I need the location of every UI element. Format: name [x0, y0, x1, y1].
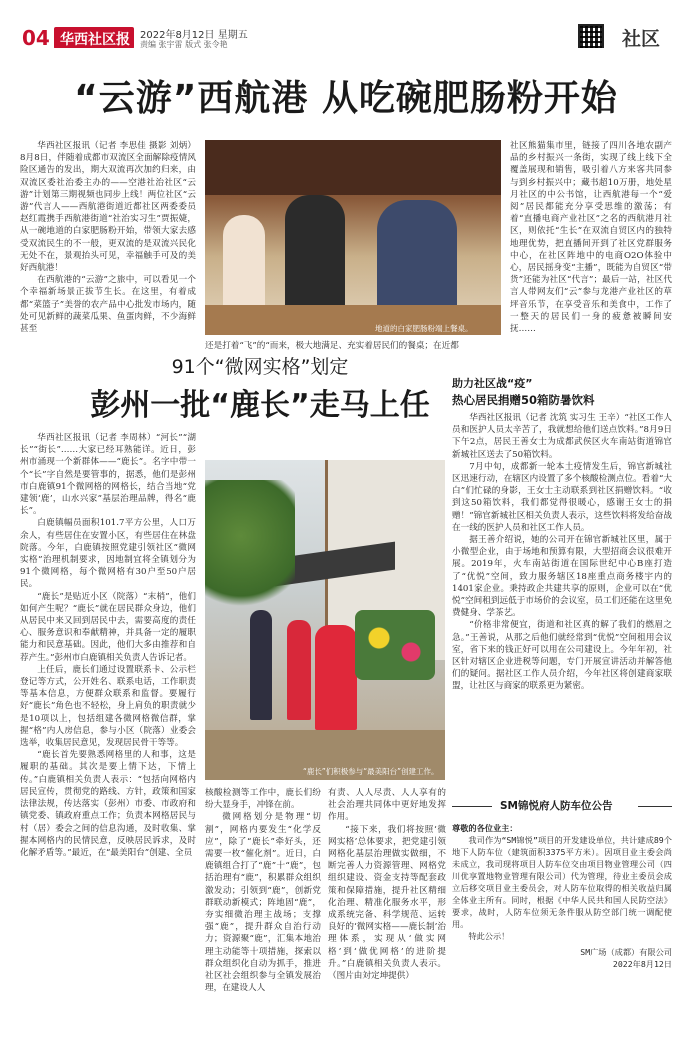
story3-kicker	[452, 372, 672, 388]
story2-paragraph: 有责、人人尽责、人人享有的社会治理共同体中更好地发挥作用。	[328, 788, 446, 823]
photo-wall-shelf	[205, 140, 501, 195]
story2-paragraph: 上任后，鹿长们通过设置联系卡、公示栏登记等方式，公开姓名、联系电话，工作职责等基本信息，方便群众联系和监督。要履行好“鹿长”角色也不轻松，身上肩负的职责就少是10项以上，包括组建各微网格微信群，掌握“格”内人房信息，参与小区（院落）业委会选举，收集居民意见，发现居民骨干等等。	[20, 664, 196, 749]
notice-text: 我司作为“SM锦悦”项目的开发建设单位，共计建成89个地下人防车位（建筑面积3375平方米）。因项目业主委会尚未成立，我司现将项目人防车位交由项目物业管理公司（四川优享置地物业管理有限公司）代为管理，待业主委员会成立后移交项目业主委员会，对人防车位取得的相关收益归属全体业主所有。同时，根据《中华人民共和国人民防空法》要求，战时，人防车位须无条件服从防空部门统一调配使用。	[452, 835, 672, 929]
story2-paragraph: 核酸检测等工作中，鹿长们纷纷大显身手，冲锋在前。	[205, 788, 321, 811]
story2-column-3	[328, 787, 446, 1042]
story2-column-2	[205, 787, 321, 1042]
story1-column-3	[510, 140, 672, 354]
story3-body	[452, 412, 672, 792]
photo-tree	[205, 480, 295, 620]
section-name: 社区	[622, 28, 661, 48]
notice-rule-left	[452, 806, 492, 807]
story2-paragraph: “鹿长”是贴近小区（院落）“末梢”，他们如何产生呢？“鹿长”就在居民群众身边，他们从居民中来又回到居民中去，需要高度的责任心、服务意识和奉献精神，并具备一定的履职能力和民意基础。因此，他们大多由推荐和自荐产生。”彭州市白鹿镇相关负责人告诉记者。	[20, 591, 196, 663]
page-number: 04	[22, 26, 50, 48]
photo-person-center	[285, 195, 345, 315]
photo-flowers	[355, 610, 435, 680]
story1-paragraph: 社区熊猫集市里，链接了四川各地农副产品的乡村振兴一条街，实现了线上线下全覆盖展现和销售，吸引着八方来客共同参与到乡村振兴中；藏书超10万册，地处星月社区的中公书馆，让西航港每一个“爱阅”居民都能充分享受思维的激荡；有着“直播电商产业社区”之名的西航港月社区，则依托“生长”在双流自贸区内的独特地理优势，把直播间开到了社区党群服务中心，在社区阵地中的电商O2O体验中心，居民摇身变“主播”，既能为自贸区“带货”还能为社区“代言”；最后一站，社区代言人带网友们“云”参与龙港产业社区的草坪音乐节，在享受音乐和美食中，工作了一整天的居民们一身的疲惫被瞬间安抚……	[510, 141, 672, 335]
photo-caption: “鹿长”们积极参与“最美阳台”创建工作。	[303, 767, 439, 776]
story3-paragraph: 华西社区报讯（记者 沈筑 实习生 王辛）“社区工作人员和医护人员太辛苦了，我就想给他们送点饮料。”8月9日下午2点，居民王善女士为成都武侯区火车南站街道锦官新城社区送去了50箱饮料。	[452, 413, 672, 460]
story2-paragraph: 微网格划分是物理“切割”，网格内要发生“化学反应”，除了“鹿长”牵好头，还需要一枚“催化剂”。近日，白鹿镇组合打了“鹿”十“鹿”，包括治理有“鹿”，积累群众组织激发动；引领到“鹿”，创新党群联动新模式；阵地固“鹿”，夯实细微治理主战场；支撑强“鹿”，提升群众自治行动力；资源聚“鹿”，汇集本地治理主动能等十项措施，探索以群众组织化自动为抓手，推进社区社会组织参与全镇发展治理，在建设人人	[205, 812, 321, 994]
story1-paragraph: 在西航港的“云游”之旅中，可以看见一个个幸福新场景正拔节生长。在这里，有着成都“菜篮子”美誉的农产品中心批发市场内，随处可见新鲜的蔬菜瓜果、鱼蛋肉鲜，不少海鲜甚至	[20, 275, 196, 335]
story1-paragraph: 华西社区报讯（记者 李思佳 摄影 刘炳）8月8日，伴随着成都市双流区全面解除疫情风险区通告的发出，期大双流再次加约归来，由双流区委社治委主办的——空港社治社区“云游”计划第三期视频也同步上线！两位社区“云游”代言人——西航港街道近都社区两委委员赵红霞携手西航港街道“社治实习生”贾振婕，从一碗地道的白家肥肠粉开始，带领大家去感受双流民生的不一般，更双流的是双流兴民化无处不在，景观抬头可见，幸福触手可及的美好西航港！	[20, 141, 196, 274]
story3-paragraph: 7月中旬，成都新一轮本土疫情发生后，锦官新城社区迅速行动，在辖区内设置了多个核酸检测点位。看着“大白”们忙碌的身影，王女士主动联系到社区捐赠饮料。“收到这50箱饮料，我们都觉得很暖心，感谢王女士的捐赠！”锦官新城社区相关负责人表示，这些饮料将发给奋战在一线的医护人员和社区工作人员。	[452, 461, 672, 533]
kicker-text: 助力社区战“疫”	[452, 377, 533, 388]
masthead	[0, 0, 690, 48]
notice-title: SM锦悦府人防车位公告	[500, 800, 613, 812]
headline-text: “云游”西航港 从吃碗肥肠粉开始	[74, 78, 618, 119]
story3-paragraph: “价格非常便宜，街道和社区真的解了我们的燃眉之急。”王善说，从那之后他们就经常到“优悦”空间租用会议室，省下来的钱正好可以用在公司建设上。今年年初，社区针对辖区企业进税等问题，专门开展宣讲活动并解答他们的疑问。据社区工作人员介绍，今年社区将创建商家联盟，让社区与商家的联系更为紧密。	[452, 620, 672, 692]
story2-paragraph: 华西社区报讯（记者 李周林）“河长”“湖长”“街长”……大家已经耳熟能详。近日，彭州市涌现一个新群体——“鹿长”。名字中带一个“长”字自然是要管事的，据悉，他们是彭州市白鹿镇91个微网格的网格长，结合当地“党建领‘鹿’，山水兴家”基层治理品牌，得名“鹿长”。	[20, 433, 196, 517]
issue-date: 2022年8月12日 星期五	[140, 30, 248, 41]
story3-paragraph: 据王善介绍说，她的公司开在锦官新城社区里，属于小微型企业，由于场地和预算有限，大型招商会议很难开展。2019年，火车南站街道在国际世纪中心B座打造了“优悦”空间，致力服务辖区18座重点商务楼宇内的1401家企业。秉持政企共建共享的原则，企业可以在“优悦”空间租到远低于市场价的会议室，员工们还能在这里免费健身、学茶艺。	[452, 535, 672, 619]
photo-person-3	[315, 625, 357, 730]
story1-headline	[20, 70, 672, 126]
story2-headline	[20, 380, 500, 424]
kicker-text: 91个“微网实格”划定	[171, 356, 349, 378]
story1-photo	[205, 140, 501, 335]
story1-column-1	[20, 140, 196, 354]
paper-name: 华西社区报	[60, 32, 130, 48]
photo-person-2	[287, 620, 311, 720]
editors: 责编 张宇雷 版式 张令艳	[140, 40, 228, 48]
notice-greeting: 尊敬的各位业主：	[452, 823, 518, 833]
story2-column-1	[20, 432, 196, 1042]
notice-title-bar	[452, 797, 672, 817]
story2-paragraph: 白鹿镇幅员面积101.7平方公里，人口万余人，有些居住在安置小区，有些居住在林盘院落。今年，白鹿镇按照党建引领社区“微网实格”治理机制要求，因地制宜将全镇划分为91个微网格，每个微网格有30户至50户居民。	[20, 518, 196, 590]
notice-body	[452, 822, 672, 1042]
story2-paragraph: “鹿长首先要熟悉网格里的人和事，这是履职的基础。其次是要上情下达，下情上传。”白鹿镇相关负责人表示：“包括向网格内居民宣传，贯彻党的路线、方针，政策和国家法律法规，传达落实（彭州）市委、市政府和镇党委、镇政府重点工作；负责本网格居民与村（居）委会之间的信息沟通，及时收集、掌握本网格内的民情民意，反映居民诉求，及时化解矛盾等。”最近，在“最美阳台”创建、全员	[20, 750, 196, 858]
notice-closing: 特此公示！	[468, 931, 510, 941]
story2-paragraph: “接下来，我们将按照‘微网实格’总体要求，把党建引领网格化基层治理做实做细，不断完善人力资源管理、网格党组织建设、资金支持等配套政策和保障措施，提升社区精细化治理、精准化服务水平，形成系统完备、科学规范、运转良好的‘微网实格——鹿长制’治理体系，实现从‘做实网格’到‘做优网格’的进阶提升。”白鹿镇相关负责人表示。（图片由対定坤提供）	[328, 824, 446, 982]
story3-headline	[452, 389, 672, 407]
headline-text: 彭州一批“鹿长”走马上任	[90, 388, 430, 423]
notice-rule-right	[638, 806, 672, 807]
notice-date: 2022年8月12日	[612, 959, 672, 969]
story2-kicker	[20, 352, 500, 378]
story2-photo	[205, 460, 445, 780]
paper-name-badge	[54, 27, 134, 48]
qr-code-icon	[578, 24, 604, 48]
photo-caption: 地道的白家肥肠粉端上餐桌。	[375, 324, 473, 333]
story1-paragraph: 还是打着“飞”的“而来，极大地满足、充实着居民们的餐桌；在近都	[205, 341, 459, 351]
notice-company: SM广场（成都）有限公司	[580, 947, 672, 957]
photo-person-1	[250, 610, 272, 720]
section-badge	[610, 24, 674, 48]
headline-text: 热心居民捐赠50箱防暑饮料	[452, 393, 595, 407]
